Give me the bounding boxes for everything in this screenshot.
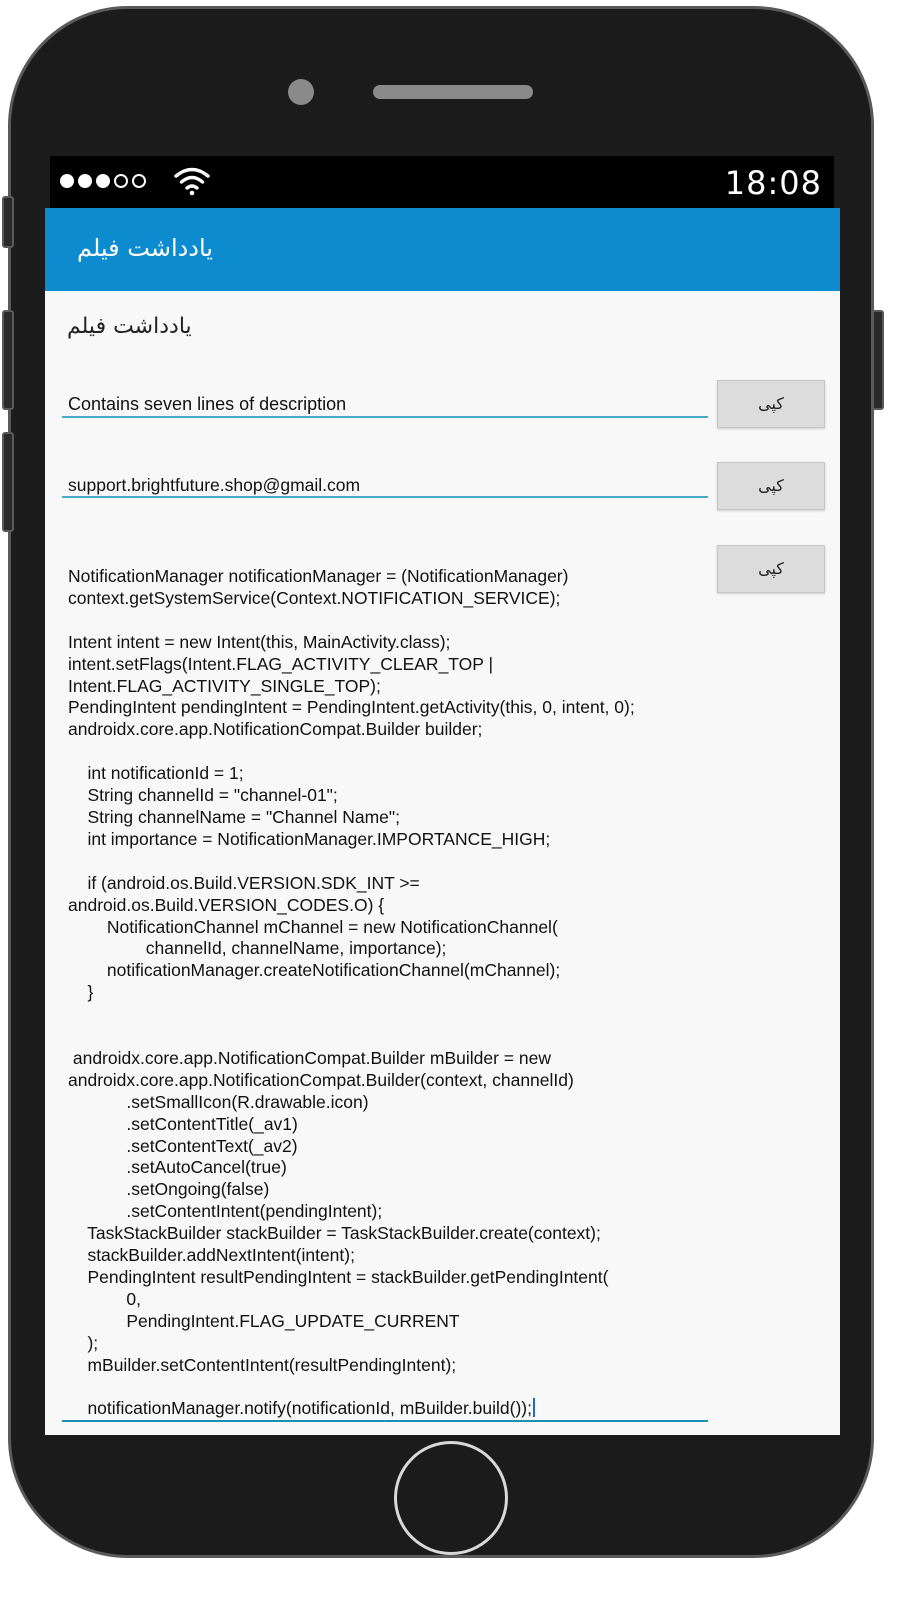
volume-up-button[interactable]: [2, 310, 14, 410]
mute-switch[interactable]: [2, 196, 14, 248]
description-field[interactable]: [62, 378, 708, 418]
email-field[interactable]: [62, 466, 708, 498]
wifi-icon: [174, 166, 210, 196]
email-field-value: support.brightfuture.shop@gmail.com: [68, 475, 361, 495]
app-bar: [45, 208, 840, 291]
earpiece-speaker: [373, 85, 533, 99]
volume-down-button[interactable]: [2, 432, 14, 532]
signal-dots-icon: [60, 174, 146, 188]
code-text: NotificationManager notificationManager = (NotificationManager) context.getSystemService(Context.NOTIFICATION_SERVICE); Intent intent = new Intent(this, MainActivity.class); intent.setFlags(Intent.FLAG_ACTIVITY_CLEAR_TOP | Intent.FLAG_ACTIVITY_SINGLE_TOP); PendingIntent pendingIntent = PendingIntent.getActivity(this, 0, intent, 0); androidx.core.app.NotificationCompat.Builder builder; int notificationId = 1; String channelId = "channel-01"; String channelName = "Channel Name"; int importance = NotificationManager.IMPORTANCE_HIGH; if (android.os.Build.VERSION.SDK_INT >= android.os.Build.VERSION_CODES.O) { NotificationChannel mChannel = new NotificationChannel( channelId, channelName, importance); notificationManager.createNotificationChannel(mChannel); } androidx.core.app.NotificationCompat.Builder mBuilder = new androidx.core.app.NotificationCompat.Builder(context, channelId) .setSmallIcon(R.drawable.icon) .setContentTitle(_av1) .setContentText(_av2) .setAutoCancel(true) .setOngoing(false) .setContentIntent(pendingIntent); TaskStackBuilder stackBuilder = TaskStackBuilder.create(context); stackBuilder.addNextIntent(intent); PendingIntent resultPendingIntent = stackBuilder.getPendingIntent( 0, PendingIntent.FLAG_UPDATE_CURRENT ); mBuilder.setContentIntent(resultPendingIntent); notificationManager.notify(notificationId, mBuilder.build());: [68, 566, 635, 1419]
front-camera: [288, 79, 314, 105]
status-time: 18:08: [724, 164, 822, 202]
copy-email-button[interactable]: کپی: [717, 462, 825, 510]
copy-code-button[interactable]: کپی: [717, 545, 825, 593]
status-bar: [50, 156, 834, 208]
power-button[interactable]: [872, 310, 884, 410]
description-field-value: Contains seven lines of description: [68, 394, 347, 414]
app-screen: [45, 208, 840, 1435]
code-textarea[interactable]: [62, 564, 708, 1422]
copy-description-button[interactable]: کپی: [717, 380, 825, 428]
text-cursor: [533, 1398, 535, 1417]
page-heading: یادداشت فیلم: [67, 314, 192, 339]
app-title: یادداشت فیلم: [77, 234, 213, 262]
home-button[interactable]: [394, 1441, 508, 1555]
